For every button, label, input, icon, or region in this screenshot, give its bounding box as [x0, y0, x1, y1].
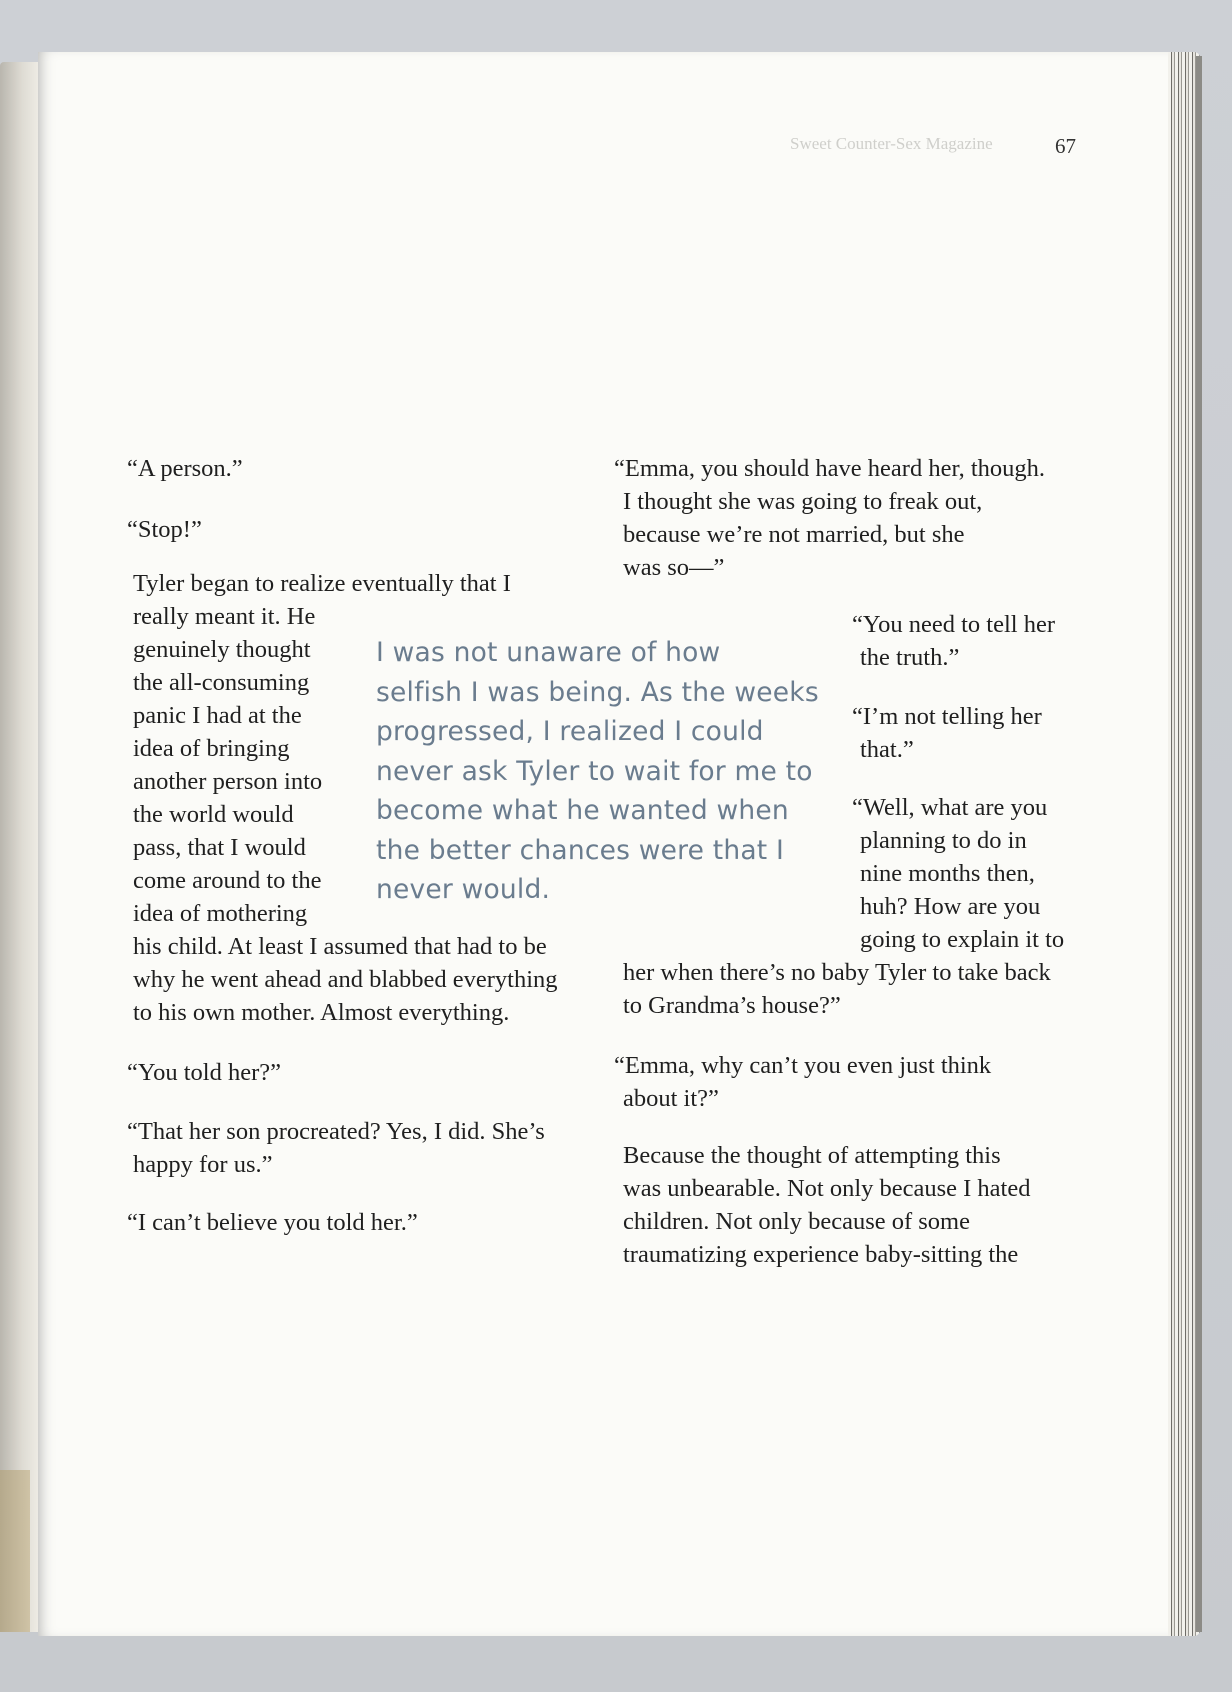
text-line: was unbearable. Not only because I hated [623, 1175, 1031, 1202]
text-line: about it?” [623, 1085, 719, 1112]
text-line: traumatizing experience baby-sitting the [623, 1241, 1019, 1268]
text-line: really meant it. He [133, 603, 316, 630]
pull-quote-line: never would. [376, 874, 551, 905]
text-line: Tyler began to realize eventually that I [133, 570, 511, 597]
text-line: Because the thought of attempting this [623, 1142, 1001, 1169]
text-line: “Emma, why can’t you even just think [614, 1052, 992, 1079]
text-line: why he went ahead and blabbed everything [133, 966, 558, 993]
text-line: planning to do in [860, 827, 1027, 854]
text-line: “Emma, you should have heard her, though. [614, 455, 1046, 482]
running-header: Sweet Counter-Sex Magazine [790, 134, 993, 153]
text-line: the world would [133, 801, 294, 828]
text-line: panic I had at the [133, 702, 302, 729]
text-line: “You need to tell her [852, 611, 1055, 638]
text-line: nine months then, [860, 860, 1035, 887]
text-line: I thought she was going to freak out, [623, 488, 983, 515]
text-line: idea of bringing [133, 735, 290, 762]
paragraph-procreated [127, 1115, 545, 1181]
pull-quote-line: become what he wanted when [376, 795, 789, 826]
text-line: to Grandma’s house?” [623, 992, 841, 1019]
paragraph-why-cant-you [614, 1049, 991, 1115]
pull-quote-line: selfish I was being. As the weeks [376, 676, 819, 708]
text-line: that.” [860, 736, 914, 763]
text-line: because we’re not married, but she [623, 521, 965, 548]
paragraph-a-person: “A person.” [127, 455, 243, 482]
text-line: idea of mothering [133, 900, 308, 927]
text-line: another person into [133, 768, 323, 795]
text-line: the all-consuming [133, 669, 310, 696]
pull-quote-line: progressed, I realized I could [376, 716, 764, 747]
pull-quote [376, 633, 846, 910]
text-line: happy for us.” [133, 1151, 273, 1178]
text-line: huh? How are you [860, 893, 1041, 920]
paragraph-stop: “Stop!” [127, 516, 202, 543]
text-line: children. Not only because of some [623, 1208, 970, 1235]
text-line: “I’m not telling her [852, 703, 1042, 730]
text-line: going to explain it to [860, 926, 1065, 953]
previous-page-edge-tab [0, 1470, 30, 1632]
pull-quote-line: I was not unaware of how [376, 637, 721, 668]
text-line: her when there’s no baby Tyler to take back [623, 959, 1051, 986]
paragraph-because-thought [623, 1139, 1031, 1271]
text-line: come around to the [133, 867, 322, 894]
paragraph-emma-heard-her [614, 452, 1045, 584]
text-line: “That her son procreated? Yes, I did. She’s [127, 1118, 545, 1145]
page-number: 67 [1055, 134, 1076, 158]
pull-quote-line: never ask Tyler to wait for me to [376, 755, 813, 787]
paragraph-you-told-her: “You told her?” [127, 1059, 282, 1086]
pull-quote-line: the better chances were that I [376, 834, 785, 866]
paragraph-what-are-you-planning-cont [623, 956, 1051, 1022]
text-line: was so—” [623, 554, 725, 581]
page-stack-shadow [1196, 56, 1202, 1632]
text-line: pass, that I would [133, 834, 306, 861]
text-line: his child. At least I assumed that had to be [133, 933, 547, 960]
text-line: the truth.” [860, 644, 960, 671]
text-line: to his own mother. Almost everything. [133, 999, 510, 1026]
paragraph-what-are-you-planning [852, 791, 1064, 956]
paragraph-not-telling-her [852, 700, 1042, 766]
text-line: “Well, what are you [852, 794, 1048, 821]
text-line: genuinely thought [133, 636, 311, 663]
previous-page-edge [0, 62, 40, 1632]
paragraph-tell-her-truth [852, 608, 1055, 674]
paragraph-cant-believe: “I can’t believe you told her.” [127, 1209, 418, 1236]
